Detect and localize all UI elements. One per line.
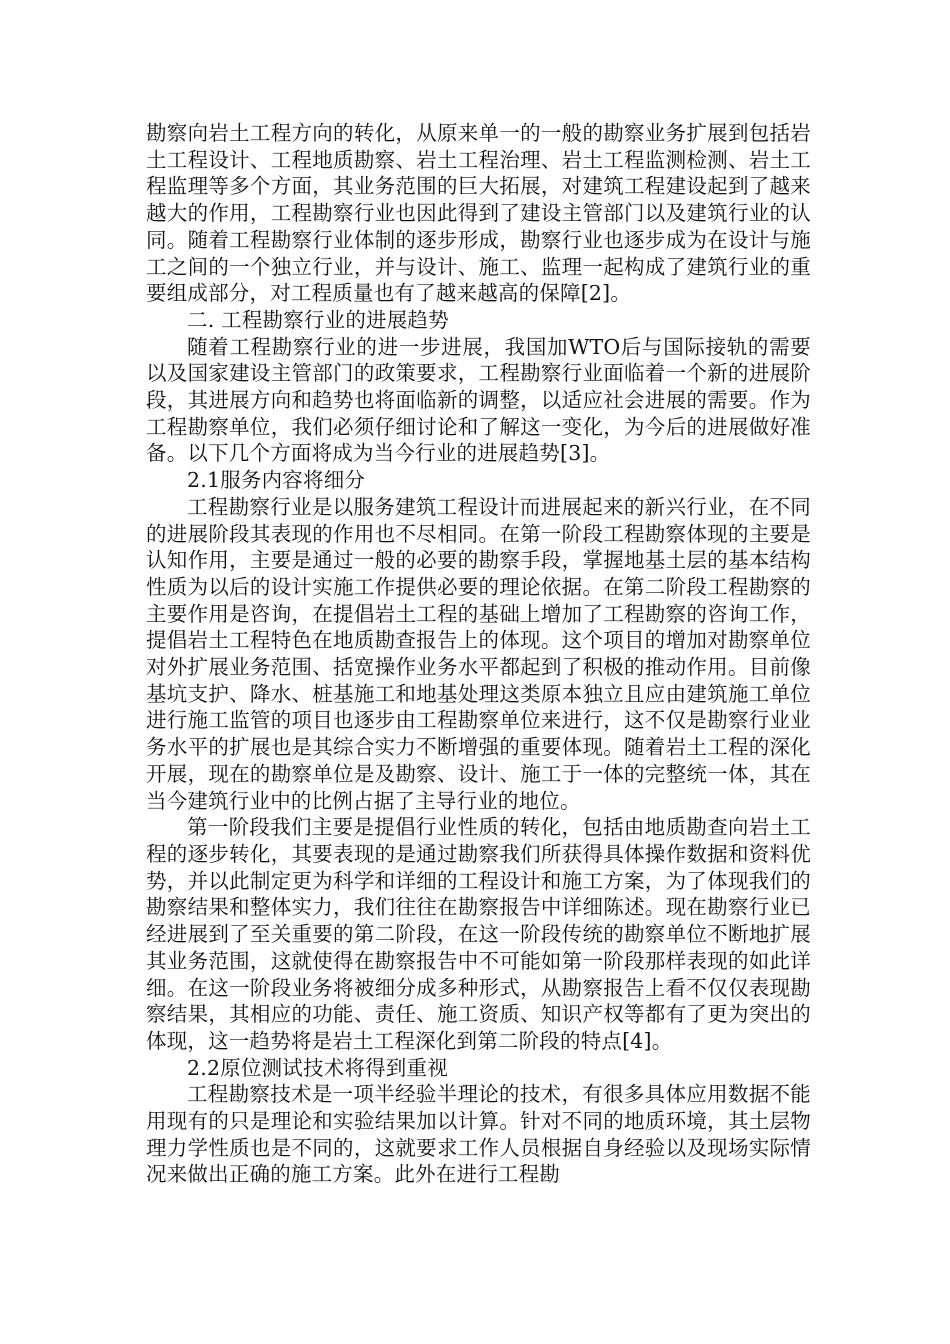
- body-paragraph: 第一阶段我们主要是提倡行业性质的转化，包括由地质勘查向岩土工程的逐步转化，其要表现的是通过勘察我们所获得具体操作数据和资料优势，并以此制定更为科学和详细的工程设计和施工方案，为了体现我们的勘察结果和整体实力，我们往往在勘察报告中详细陈述。现在勘察行业已经进展到了至关重要的第二阶段，在这一阶段传统的勘察单位不断地扩展其业务范围，这就使得在勘察报告中不可能如第一阶段那样表现的如此详细。在这一阶段业务将被细分成多种形式，从勘察报告上看不仅仅表现勘察结果，其相应的功能、责任、施工资质、知识产权等都有了更为突出的体现，这一趋势将是岩土工程深化到第二阶段的特点[4]。: [146, 815, 811, 1053]
- body-paragraph: 随着工程勘察行业的进一步进展，我国加WTO后与国际接轨的需要以及国家建设主管部门的政策要求，工程勘察行业面临着一个新的进展阶段，其进展方向和趋势也将面临新的调整，以适应社会进展的需要。作为工程勘察单位，我们必须仔细讨论和了解这一变化，为今后的进展做好准备。以下几个方面将成为当今行业的进展趋势[3]。: [146, 334, 811, 466]
- subsection-heading: 2.2原位测试技术将得到重视: [187, 1055, 448, 1080]
- body-paragraph: 工程勘察技术是一项半经验半理论的技术，有很多具体应用数据不能用现有的只是理论和实验结果加以计算。针对不同的地质环境，其土层物理力学性质也是不同的，这就要求工作人员根据自身经验以及现场实际情况来做出正确的施工方案。此外在进行工程勘: [146, 1082, 811, 1187]
- body-paragraph: 勘察向岩土工程方向的转化，从原来单一的一般的勘察业务扩展到包括岩土工程设计、工程地质勘察、岩土工程治理、岩土工程监测检测、岩土工程监理等多个方面，其业务范围的巨大拓展，对建筑工程建设起到了越来越大的作用，工程勘察行业也因此得到了建设主管部门以及建筑行业的认同。随着工程勘察行业体制的逐步形成，勘察行业也逐步成为在设计与施工之间的一个独立行业，并与设计、施工、监理一起构成了建筑行业的重要组成部分，对工程质量也有了越来越高的保障[2]。: [146, 121, 811, 306]
- body-paragraph: 工程勘察行业是以服务建筑工程设计而进展起来的新兴行业，在不同的进展阶段其表现的作用也不尽相同。在第一阶段工程勘察体现的主要是认知作用，主要是通过一般的必要的勘察手段，掌握地基土层的基本结构性质为以后的设计实施工作提供必要的理论依据。在第二阶段工程勘察的主要作用是咨询，在提倡岩土工程的基础上增加了工程勘察的咨询工作，提倡岩土工程特色在地质勘查报告上的体现。这个项目的增加对勘察单位对外扩展业务范围、括宽操作业务水平都起到了积极的推动作用。目前像基坑支护、降水、桩基施工和地基处理这类原本独立且应由建筑施工单位进行施工监管的项目也逐步由工程勘察单位来进行，这不仅是勘察行业业务水平的扩展也是其综合实力不断增强的重要体现。随着岩土工程的深化开展，现在的勘察单位是及勘察、设计、施工于一体的完整统一体，其在当今建筑行业中的比例占据了主导行业的地位。: [146, 494, 811, 813]
- subsection-heading: 2.1服务内容将细分: [187, 468, 366, 493]
- document-page: [146, 120, 811, 1188]
- section-heading: 二. 工程勘察行业的进展趋势: [187, 307, 449, 332]
